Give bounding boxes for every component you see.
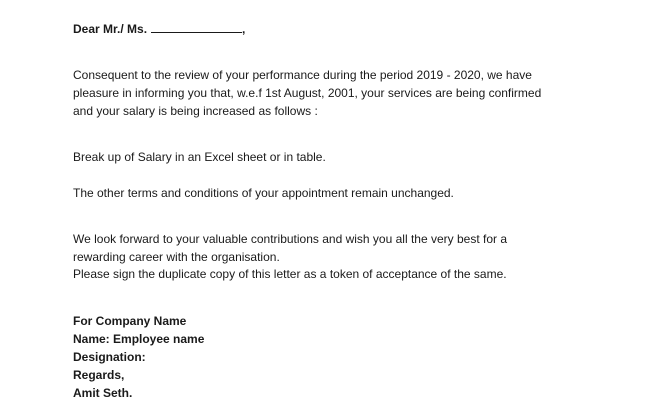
para4-line-2: rewarding career with the organisation. (73, 250, 280, 264)
salutation-text: Dear Mr./ Ms. (73, 22, 148, 36)
signature-designation: Designation: (73, 350, 146, 364)
signature-employee-name: Name: Employee name (73, 332, 205, 346)
signature-company: For Company Name (73, 314, 187, 328)
salutation-line (73, 21, 245, 37)
salutation-suffix: , (242, 22, 246, 36)
signature-signer: Amit Seth. (73, 386, 133, 400)
name-blank (151, 21, 242, 33)
para4-line-3: Please sign the duplicate copy of this letter as a token of acceptance of the same. (73, 267, 507, 281)
terms-unchanged-note: The other terms and conditions of your appointment remain unchanged. (73, 186, 454, 200)
para1-line-2: pleasure in informing you that, w.e.f 1st August, 2001, your services are being confirmed (73, 86, 542, 100)
signature-regards: Regards, (73, 368, 125, 382)
salary-breakup-note: Break up of Salary in an Excel sheet or in table. (73, 150, 326, 164)
para1-line-1: Consequent to the review of your performance during the period 2019 - 2020, we have (73, 68, 532, 82)
para4-line-1: We look forward to your valuable contributions and wish you all the very best for a (73, 232, 508, 246)
para1-line-3: and your salary is being increased as follows : (73, 104, 318, 118)
